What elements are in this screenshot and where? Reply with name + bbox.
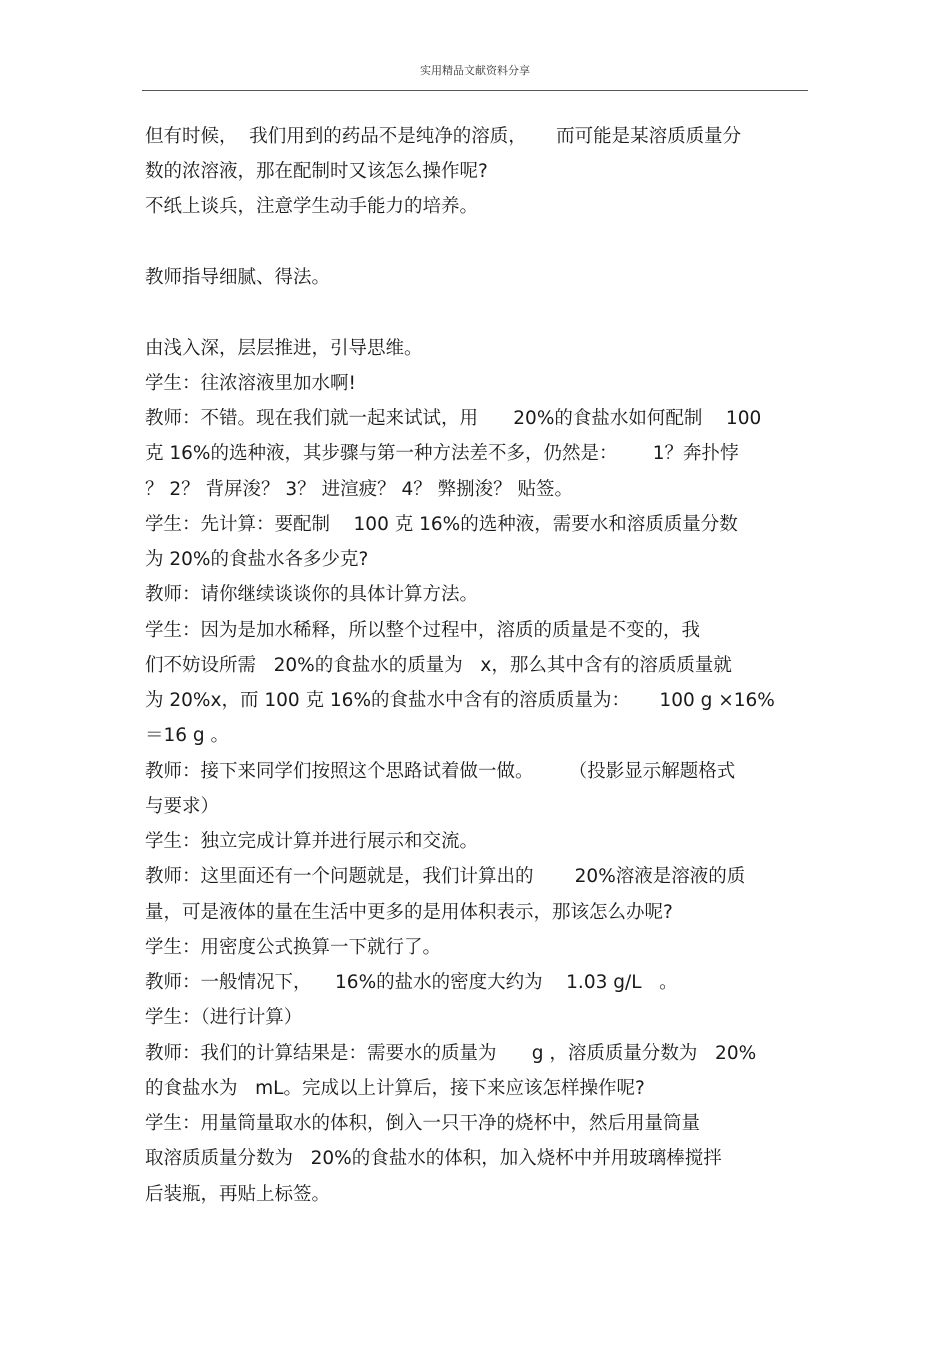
text-line: 学生：独立完成计算并进行展示和交流。 [145, 831, 479, 852]
text-line: 由浅入深，层层推进，引导思维。 [145, 338, 423, 359]
text-line: 学生：（进行计算） [145, 1007, 303, 1028]
text-line: 教师：不错。现在我们就一起来试试，用 20%的食盐水如何配制 100 [145, 408, 762, 429]
text-line: 教师：请你继续谈谈你的具体计算方法。 [145, 584, 479, 605]
text-line: 教师：这里面还有一个问题就是，我们计算出的 20%溶液是溶液的质 [145, 866, 746, 887]
text-line: 数的浓溶液，那在配制时又该怎么操作呢? [145, 161, 488, 182]
header-divider [142, 90, 808, 91]
text-line: 为 20%x，而 100 克 16%的食盐水中含有的溶质质量为： 100 g ×16% [145, 690, 775, 711]
text-line: ？ 2？ 背屏浚？ 3？ 进渲疲？ 4？ 弊捌浚？ 贴签。 [145, 479, 573, 500]
text-line: 学生：用密度公式换算一下就行了。 [145, 937, 442, 958]
text-line: ＝16 g 。 [145, 725, 230, 746]
text-line: 教师：接下来同学们按照这个思路试着做一做。 （投影显示解题格式 [145, 761, 736, 782]
text-line: 教师：一般情况下， 16%的盐水的密度大约为 1.03 g/L 。 [145, 972, 678, 993]
text-line: 但有时候， 我们用到的药品不是纯净的溶质， 而可能是某溶质质量分 [145, 126, 742, 147]
text-line: 量，可是液体的量在生活中更多的是用体积表示，那该怎么办呢? [145, 902, 673, 923]
page-header: 实用精品文献资料分享 [420, 64, 530, 77]
text-line: 教师：我们的计算结果是：需要水的质量为 g ，溶质质量分数为 20% [145, 1043, 757, 1064]
text-line: 教师指导细腻、得法。 [145, 267, 331, 288]
text-line: 取溶质质量分数为 20%的食盐水的体积，加入烧杯中并用玻璃棒搅拌 [145, 1148, 722, 1169]
text-line: 为 20%的食盐水各多少克? [145, 549, 369, 570]
text-line: 克 16%的选种液，其步骤与第一种方法差不多，仍然是： 1？奔扑悖 [145, 443, 739, 464]
text-line: 学生：因为是加水稀释，所以整个过程中，溶质的质量是不变的，我 [145, 620, 701, 641]
text-line: 们不妨设所需 20%的食盐水的质量为 x，那么其中含有的溶质质量就 [145, 655, 732, 676]
text-line: 的食盐水为 mL。完成以上计算后，接下来应该怎样操作呢? [145, 1078, 645, 1099]
text-line: 学生：用量筒量取水的体积，倒入一只干净的烧杯中，然后用量筒量 [145, 1113, 701, 1134]
text-line: 学生：往浓溶液里加水啊! [145, 373, 356, 394]
text-line: 与要求） [145, 796, 220, 817]
text-line: 学生：先计算：要配制 100 克 16%的选种液，需要水和溶质质量分数 [145, 514, 738, 535]
text-line: 后装瓶，再贴上标签。 [145, 1184, 331, 1205]
text-line: 不纸上谈兵，注意学生动手能力的培养。 [145, 196, 479, 217]
